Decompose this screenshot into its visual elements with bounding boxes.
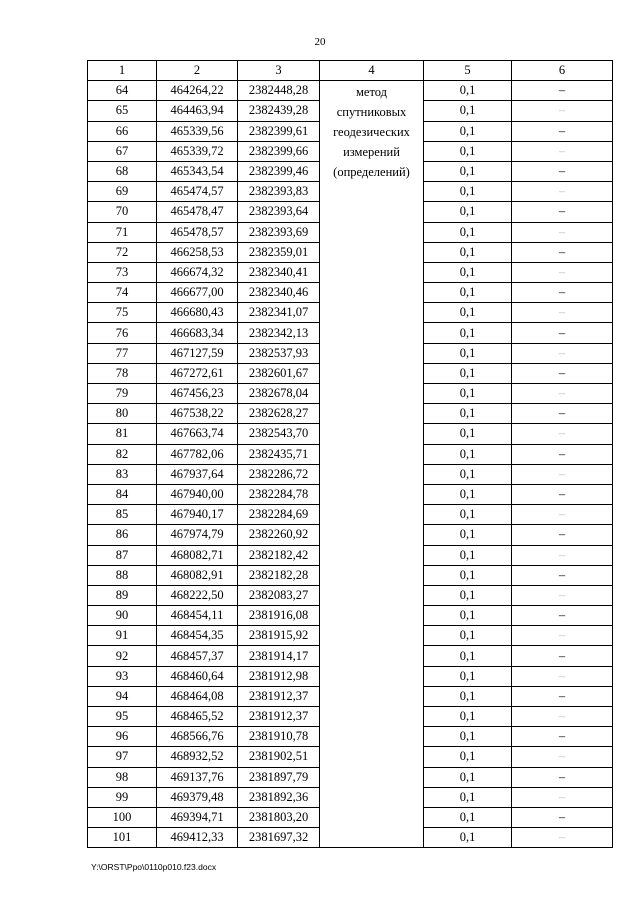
accuracy-cell: 0,1 [424, 787, 512, 807]
file-path-footer: Y:\ORST\Ppo\0110p010.f23.docx [91, 862, 217, 872]
y-coordinate-cell: 2381910,78 [238, 727, 320, 747]
y-coordinate-cell: 2381912,37 [238, 707, 320, 727]
x-coordinate-cell: 465478,47 [157, 202, 238, 222]
x-coordinate-cell: 467937,64 [157, 464, 238, 484]
point-number-cell: 72 [88, 242, 157, 262]
accuracy-cell: 0,1 [424, 343, 512, 363]
accuracy-cell: 0,1 [424, 141, 512, 161]
note-cell: – [512, 182, 613, 202]
y-coordinate-cell: 2381914,17 [238, 646, 320, 666]
x-coordinate-cell: 469137,76 [157, 767, 238, 787]
point-number-cell: 84 [88, 484, 157, 504]
x-coordinate-cell: 466680,43 [157, 303, 238, 323]
note-cell: – [512, 363, 613, 383]
y-coordinate-cell: 2381915,92 [238, 626, 320, 646]
accuracy-cell: 0,1 [424, 222, 512, 242]
method-line: (определений) [333, 165, 410, 180]
table-body [88, 81, 613, 848]
y-coordinate-cell: 2382286,72 [238, 464, 320, 484]
x-coordinate-cell: 467456,23 [157, 384, 238, 404]
method-line: метод [355, 85, 387, 100]
point-number-cell: 96 [88, 727, 157, 747]
point-number-cell: 69 [88, 182, 157, 202]
note-cell: – [512, 303, 613, 323]
note-cell: – [512, 767, 613, 787]
point-number-cell: 68 [88, 161, 157, 181]
header-cell-5: 5 [424, 61, 512, 81]
x-coordinate-cell: 469379,48 [157, 787, 238, 807]
y-coordinate-cell: 2381697,32 [238, 828, 320, 848]
accuracy-cell: 0,1 [424, 484, 512, 504]
y-coordinate-cell: 2382399,66 [238, 141, 320, 161]
note-cell: – [512, 121, 613, 141]
point-number-cell: 90 [88, 606, 157, 626]
point-number-cell: 98 [88, 767, 157, 787]
note-cell: – [512, 404, 613, 424]
header-cell-6: 6 [512, 61, 613, 81]
accuracy-cell: 0,1 [424, 505, 512, 525]
y-coordinate-cell: 2382537,93 [238, 343, 320, 363]
point-number-cell: 93 [88, 666, 157, 686]
note-cell: – [512, 161, 613, 181]
y-coordinate-cell: 2381897,79 [238, 767, 320, 787]
y-coordinate-cell: 2382439,28 [238, 101, 320, 121]
note-cell: – [512, 747, 613, 767]
note-cell: – [512, 807, 613, 827]
x-coordinate-cell: 467940,00 [157, 484, 238, 504]
accuracy-cell: 0,1 [424, 242, 512, 262]
x-coordinate-cell: 468082,91 [157, 565, 238, 585]
table-row [88, 81, 613, 101]
header-row [88, 61, 613, 81]
x-coordinate-cell: 468566,76 [157, 727, 238, 747]
point-number-cell: 70 [88, 202, 157, 222]
accuracy-cell: 0,1 [424, 525, 512, 545]
y-coordinate-cell: 2382399,61 [238, 121, 320, 141]
method-line: спутниковых [336, 105, 407, 120]
note-cell: – [512, 202, 613, 222]
accuracy-cell: 0,1 [424, 807, 512, 827]
accuracy-cell: 0,1 [424, 81, 512, 101]
point-number-cell: 88 [88, 565, 157, 585]
x-coordinate-cell: 465339,72 [157, 141, 238, 161]
x-coordinate-cell: 467127,59 [157, 343, 238, 363]
accuracy-cell: 0,1 [424, 727, 512, 747]
method-cell [320, 81, 424, 848]
note-cell: – [512, 222, 613, 242]
x-coordinate-cell: 468932,52 [157, 747, 238, 767]
y-coordinate-cell: 2382284,78 [238, 484, 320, 504]
y-coordinate-cell: 2381892,36 [238, 787, 320, 807]
note-cell: – [512, 323, 613, 343]
x-coordinate-cell: 465339,56 [157, 121, 238, 141]
accuracy-cell: 0,1 [424, 585, 512, 605]
point-number-cell: 79 [88, 384, 157, 404]
y-coordinate-cell: 2382341,07 [238, 303, 320, 323]
accuracy-cell: 0,1 [424, 444, 512, 464]
method-line: геодезических [333, 125, 410, 140]
header-cell-1: 1 [88, 61, 157, 81]
x-coordinate-cell: 469412,33 [157, 828, 238, 848]
note-cell: – [512, 424, 613, 444]
point-number-cell: 67 [88, 141, 157, 161]
note-cell: – [512, 444, 613, 464]
page-number: 20 [314, 36, 326, 48]
accuracy-cell: 0,1 [424, 686, 512, 706]
y-coordinate-cell: 2382393,64 [238, 202, 320, 222]
point-number-cell: 101 [88, 828, 157, 848]
accuracy-cell: 0,1 [424, 101, 512, 121]
accuracy-cell: 0,1 [424, 464, 512, 484]
x-coordinate-cell: 469394,71 [157, 807, 238, 827]
x-coordinate-cell: 467940,17 [157, 505, 238, 525]
y-coordinate-cell: 2382359,01 [238, 242, 320, 262]
point-number-cell: 66 [88, 121, 157, 141]
point-number-cell: 71 [88, 222, 157, 242]
note-cell: – [512, 666, 613, 686]
method-line: измерений [343, 145, 400, 160]
point-number-cell: 78 [88, 363, 157, 383]
y-coordinate-cell: 2382342,13 [238, 323, 320, 343]
accuracy-cell: 0,1 [424, 424, 512, 444]
accuracy-cell: 0,1 [424, 182, 512, 202]
x-coordinate-cell: 466674,32 [157, 262, 238, 282]
accuracy-cell: 0,1 [424, 404, 512, 424]
y-coordinate-cell: 2382284,69 [238, 505, 320, 525]
y-coordinate-cell: 2382448,28 [238, 81, 320, 101]
x-coordinate-cell: 468082,71 [157, 545, 238, 565]
point-number-cell: 80 [88, 404, 157, 424]
accuracy-cell: 0,1 [424, 606, 512, 626]
note-cell: – [512, 727, 613, 747]
note-cell: – [512, 585, 613, 605]
accuracy-cell: 0,1 [424, 626, 512, 646]
x-coordinate-cell: 465474,57 [157, 182, 238, 202]
accuracy-cell: 0,1 [424, 646, 512, 666]
y-coordinate-cell: 2382435,71 [238, 444, 320, 464]
point-number-cell: 64 [88, 81, 157, 101]
x-coordinate-cell: 467272,61 [157, 363, 238, 383]
point-number-cell: 75 [88, 303, 157, 323]
note-cell: – [512, 787, 613, 807]
note-cell: – [512, 707, 613, 727]
point-number-cell: 97 [88, 747, 157, 767]
y-coordinate-cell: 2381902,51 [238, 747, 320, 767]
x-coordinate-cell: 466677,00 [157, 283, 238, 303]
coordinates-table [87, 60, 613, 848]
y-coordinate-cell: 2382393,83 [238, 182, 320, 202]
y-coordinate-cell: 2381916,08 [238, 606, 320, 626]
accuracy-cell: 0,1 [424, 565, 512, 585]
y-coordinate-cell: 2382543,70 [238, 424, 320, 444]
y-coordinate-cell: 2382083,27 [238, 585, 320, 605]
x-coordinate-cell: 467663,74 [157, 424, 238, 444]
accuracy-cell: 0,1 [424, 161, 512, 181]
accuracy-cell: 0,1 [424, 323, 512, 343]
header-cell-3: 3 [238, 61, 320, 81]
x-coordinate-cell: 468222,50 [157, 585, 238, 605]
y-coordinate-cell: 2382678,04 [238, 384, 320, 404]
header-cell-4: 4 [320, 61, 424, 81]
x-coordinate-cell: 467782,06 [157, 444, 238, 464]
note-cell: – [512, 505, 613, 525]
note-cell: – [512, 283, 613, 303]
point-number-cell: 86 [88, 525, 157, 545]
note-cell: – [512, 565, 613, 585]
y-coordinate-cell: 2382601,67 [238, 363, 320, 383]
point-number-cell: 85 [88, 505, 157, 525]
accuracy-cell: 0,1 [424, 707, 512, 727]
x-coordinate-cell: 466683,34 [157, 323, 238, 343]
y-coordinate-cell: 2382182,28 [238, 565, 320, 585]
note-cell: – [512, 262, 613, 282]
point-number-cell: 95 [88, 707, 157, 727]
note-cell: – [512, 484, 613, 504]
point-number-cell: 91 [88, 626, 157, 646]
x-coordinate-cell: 468460,64 [157, 666, 238, 686]
x-coordinate-cell: 468465,52 [157, 707, 238, 727]
point-number-cell: 74 [88, 283, 157, 303]
point-number-cell: 73 [88, 262, 157, 282]
x-coordinate-cell: 467974,79 [157, 525, 238, 545]
y-coordinate-cell: 2382399,46 [238, 161, 320, 181]
note-cell: – [512, 384, 613, 404]
accuracy-cell: 0,1 [424, 363, 512, 383]
accuracy-cell: 0,1 [424, 545, 512, 565]
y-coordinate-cell: 2382340,46 [238, 283, 320, 303]
accuracy-cell: 0,1 [424, 666, 512, 686]
note-cell: – [512, 81, 613, 101]
point-number-cell: 94 [88, 686, 157, 706]
y-coordinate-cell: 2382182,42 [238, 545, 320, 565]
x-coordinate-cell: 465478,57 [157, 222, 238, 242]
point-number-cell: 82 [88, 444, 157, 464]
point-number-cell: 92 [88, 646, 157, 666]
point-number-cell: 77 [88, 343, 157, 363]
point-number-cell: 83 [88, 464, 157, 484]
accuracy-cell: 0,1 [424, 384, 512, 404]
note-cell: – [512, 525, 613, 545]
x-coordinate-cell: 468464,08 [157, 686, 238, 706]
point-number-cell: 87 [88, 545, 157, 565]
y-coordinate-cell: 2381912,98 [238, 666, 320, 686]
accuracy-cell: 0,1 [424, 283, 512, 303]
x-coordinate-cell: 468454,11 [157, 606, 238, 626]
x-coordinate-cell: 464264,22 [157, 81, 238, 101]
x-coordinate-cell: 466258,53 [157, 242, 238, 262]
x-coordinate-cell: 467538,22 [157, 404, 238, 424]
note-cell: – [512, 686, 613, 706]
note-cell: – [512, 343, 613, 363]
y-coordinate-cell: 2381803,20 [238, 807, 320, 827]
note-cell: – [512, 606, 613, 626]
x-coordinate-cell: 468457,37 [157, 646, 238, 666]
note-cell: – [512, 646, 613, 666]
note-cell: – [512, 141, 613, 161]
y-coordinate-cell: 2382340,41 [238, 262, 320, 282]
accuracy-cell: 0,1 [424, 303, 512, 323]
x-coordinate-cell: 464463,94 [157, 101, 238, 121]
accuracy-cell: 0,1 [424, 202, 512, 222]
accuracy-cell: 0,1 [424, 262, 512, 282]
y-coordinate-cell: 2382393,69 [238, 222, 320, 242]
note-cell: – [512, 545, 613, 565]
y-coordinate-cell: 2382628,27 [238, 404, 320, 424]
point-number-cell: 99 [88, 787, 157, 807]
point-number-cell: 100 [88, 807, 157, 827]
accuracy-cell: 0,1 [424, 767, 512, 787]
note-cell: – [512, 828, 613, 848]
note-cell: – [512, 242, 613, 262]
x-coordinate-cell: 468454,35 [157, 626, 238, 646]
x-coordinate-cell: 465343,54 [157, 161, 238, 181]
header-cell-2: 2 [157, 61, 238, 81]
note-cell: – [512, 464, 613, 484]
accuracy-cell: 0,1 [424, 747, 512, 767]
point-number-cell: 89 [88, 585, 157, 605]
y-coordinate-cell: 2382260,92 [238, 525, 320, 545]
y-coordinate-cell: 2381912,37 [238, 686, 320, 706]
note-cell: – [512, 626, 613, 646]
note-cell: – [512, 101, 613, 121]
point-number-cell: 76 [88, 323, 157, 343]
point-number-cell: 65 [88, 101, 157, 121]
point-number-cell: 81 [88, 424, 157, 444]
accuracy-cell: 0,1 [424, 121, 512, 141]
accuracy-cell: 0,1 [424, 828, 512, 848]
